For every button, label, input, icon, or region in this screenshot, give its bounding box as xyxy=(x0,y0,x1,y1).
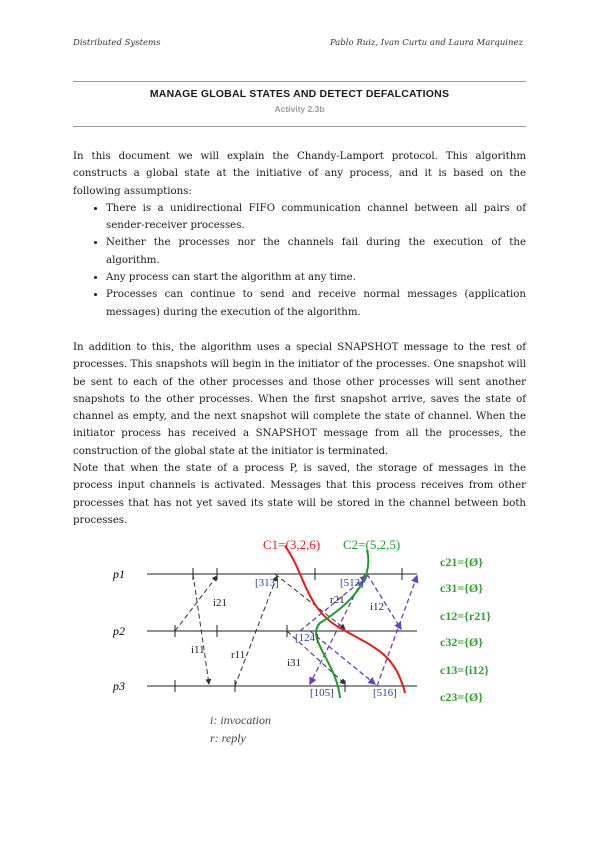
timestamp-label: [124] xyxy=(295,632,319,644)
cut-c1-curve xyxy=(285,546,405,693)
explanation-section xyxy=(73,339,526,529)
document-title: MANAGE GLOBAL STATES AND DETECT DEFALCATIONS xyxy=(149,88,450,100)
timestamp-label: [513] xyxy=(340,577,364,589)
message-label: r11 xyxy=(231,649,246,661)
cut-c1-label: C1=(3,2,6) xyxy=(263,537,321,552)
snapshot-paragraph: In addition to this, the algorithm uses a special SNAPSHOT message to the rest of processes. This snapshots will begin in the initiator of the processes. One snapshot will be sent to each of the other processes and those other processes will sent another snapshots to the other processes. When the first snapshot arrive, saves the state of channel as empty, and the next snapshot will complete the state of channel. When the initiator process has received a SNAPSHOT message from all the processes, the construction of the global state at the initiator is terminated. xyxy=(73,342,526,457)
message-label: i31 xyxy=(287,657,302,669)
channel-state: c13={i12} xyxy=(440,663,489,677)
message-label: i21 xyxy=(213,597,228,609)
list-item: • There is a unidirectional FIFO communication channel between all pairs of sender-receiver processes. xyxy=(106,200,526,235)
legend-reply: r: reply xyxy=(210,731,246,745)
channel-state: c12={r21} xyxy=(440,609,491,623)
assumptions-list xyxy=(73,200,526,321)
title-rule-top xyxy=(73,81,526,82)
header-left: Distributed Systems xyxy=(73,38,161,48)
message-label: r21 xyxy=(330,594,345,606)
cut-c2-label: C2=(5,2,5) xyxy=(343,537,401,552)
channel-state: c21={Ø} xyxy=(440,555,483,569)
process-label-p1: p1 xyxy=(113,567,125,581)
message-arrows xyxy=(175,574,345,686)
process-label-p2: p2 xyxy=(113,624,125,638)
timestamp-label: [105] xyxy=(310,687,334,699)
list-item: • Processes can continue to send and receive normal messages (application messages) during the execution of the algorithm. xyxy=(106,286,526,321)
channel-paragraph: Note that when the state of a process P, is saved, the storage of messages in the process input channels is activated. Messages that this process receives from other processes that has not yet saved its state will be stored in the channel between both processes. xyxy=(73,463,526,526)
process-label-p3: p3 xyxy=(113,679,125,693)
timestamp-label: [313] xyxy=(255,577,279,589)
timestamp-label: [516] xyxy=(373,687,397,699)
cut-c2-curve xyxy=(316,550,368,698)
channel-state: c23={Ø} xyxy=(440,690,483,704)
title-rule-bottom xyxy=(73,126,526,127)
legend-invocation: i: invocation xyxy=(210,713,271,727)
chandy-lamport-figure xyxy=(105,528,525,752)
intro-section xyxy=(73,148,526,321)
list-item: • Any process can start the algorithm at any time. xyxy=(106,269,526,286)
intro-paragraph: In this document we will explain the Chandy-Lamport protocol. This algorithm constructs a global state at the initiative of any process, and it is based on the following assumptions: xyxy=(73,151,526,197)
document-subtitle: Activity 2.3b xyxy=(274,104,325,114)
list-item: • Neither the processes nor the channels fail during the execution of the algorithm. xyxy=(106,234,526,269)
event-ticks xyxy=(175,568,402,692)
header-right: Pablo Ruiz, Ivan Curtu and Laura Marquinez xyxy=(329,38,523,48)
channel-state: c32={Ø} xyxy=(440,635,483,649)
message-label: i12 xyxy=(370,601,385,613)
channel-state: c31={Ø} xyxy=(440,581,483,595)
message-label: i11 xyxy=(191,644,205,656)
